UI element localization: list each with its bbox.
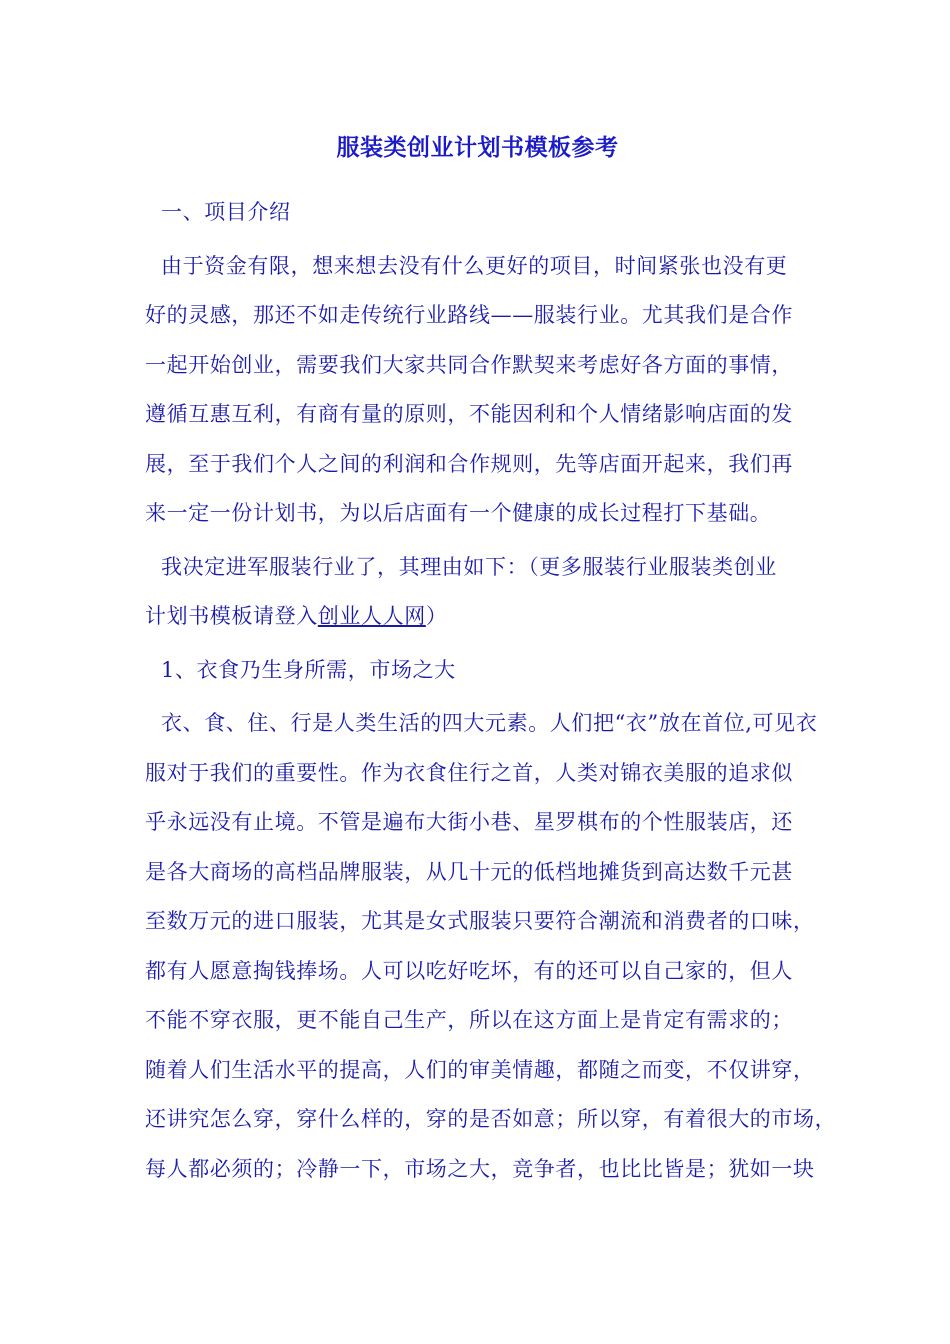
point1-line: 至数万元的进口服装，尤其是女式服装只要符合潮流和消费者的口味，: [145, 909, 815, 933]
point1-paragraph: [145, 699, 837, 1194]
chuangye-renrenwang-link[interactable]: 创业人人网: [317, 604, 426, 628]
intro-line: 一起开始创业，需要我们大家共同合作默契来考虑好各方面的事情，: [145, 352, 793, 377]
section-heading-project-intro: 一、项目介绍: [161, 200, 291, 224]
document-page: [145, 128, 837, 1198]
point1-line: 每人都必须的；冷静一下，市场之大，竞争者，也比比皆是；犹如一块: [145, 1156, 815, 1181]
point1-line: 还讲究怎么穿，穿什么样的，穿的是否如意；所以穿，有着很大的市场，: [145, 1107, 837, 1131]
intro-line: 来一定一份计划书，为以后店面有一个健康的成长过程打下基础。: [145, 501, 772, 525]
reason-prefix: 计划书模板请登入: [145, 604, 318, 628]
reason-line: 我决定进军服装行业了，其理由如下：（更多服装行业服装类创业: [161, 554, 777, 579]
point1-line: 乎永远没有止境。不管是遍布大街小巷、星罗棋布的个性服装店，还: [145, 810, 793, 834]
intro-line: 好的灵感，那还不如走传统行业路线——服装行业。尤其我们是合作: [145, 303, 793, 327]
intro-line: 遵循互惠互利，有商有量的原则，不能因利和个人情绪影响店面的发: [145, 402, 793, 426]
point1-heading: 1、衣食乃生身所需，市场之大: [161, 657, 456, 682]
point1-line: 是各大商场的高档品牌服装，从几十元的低档地摊货到高达数千元甚: [145, 859, 793, 884]
document-title: 服装类创业计划书模板参考: [336, 134, 619, 161]
point1-line: 随着人们生活水平的提高，人们的审美情趣，都随之而变，不仅讲穿，: [145, 1057, 815, 1082]
intro-line: 由于资金有限，想来想去没有什么更好的项目，时间紧张也没有更: [161, 253, 788, 278]
reason-suffix: ）: [425, 604, 448, 628]
reason-line-with-link: [145, 592, 810, 642]
point1-line: 服对于我们的重要性。作为衣食住行之首，人类对锦衣美服的追求似: [145, 760, 793, 785]
intro-line: 展，至于我们个人之间的利润和合作规则，先等店面开起来，我们再: [145, 451, 793, 476]
point1-line: 衣、食、住、行是人类生活的四大元素。人们把“衣”放在首位,可见衣: [161, 711, 818, 735]
reason-paragraph: [145, 543, 810, 642]
point1-line: 不能不穿衣服，更不能自己生产，所以在这方面上是肯定有需求的；: [145, 1008, 793, 1032]
intro-paragraph: [145, 242, 810, 539]
point1-line: 都有人愿意掏钱捧场。人可以吃好吃坏，有的还可以自己家的，但人: [145, 958, 793, 983]
